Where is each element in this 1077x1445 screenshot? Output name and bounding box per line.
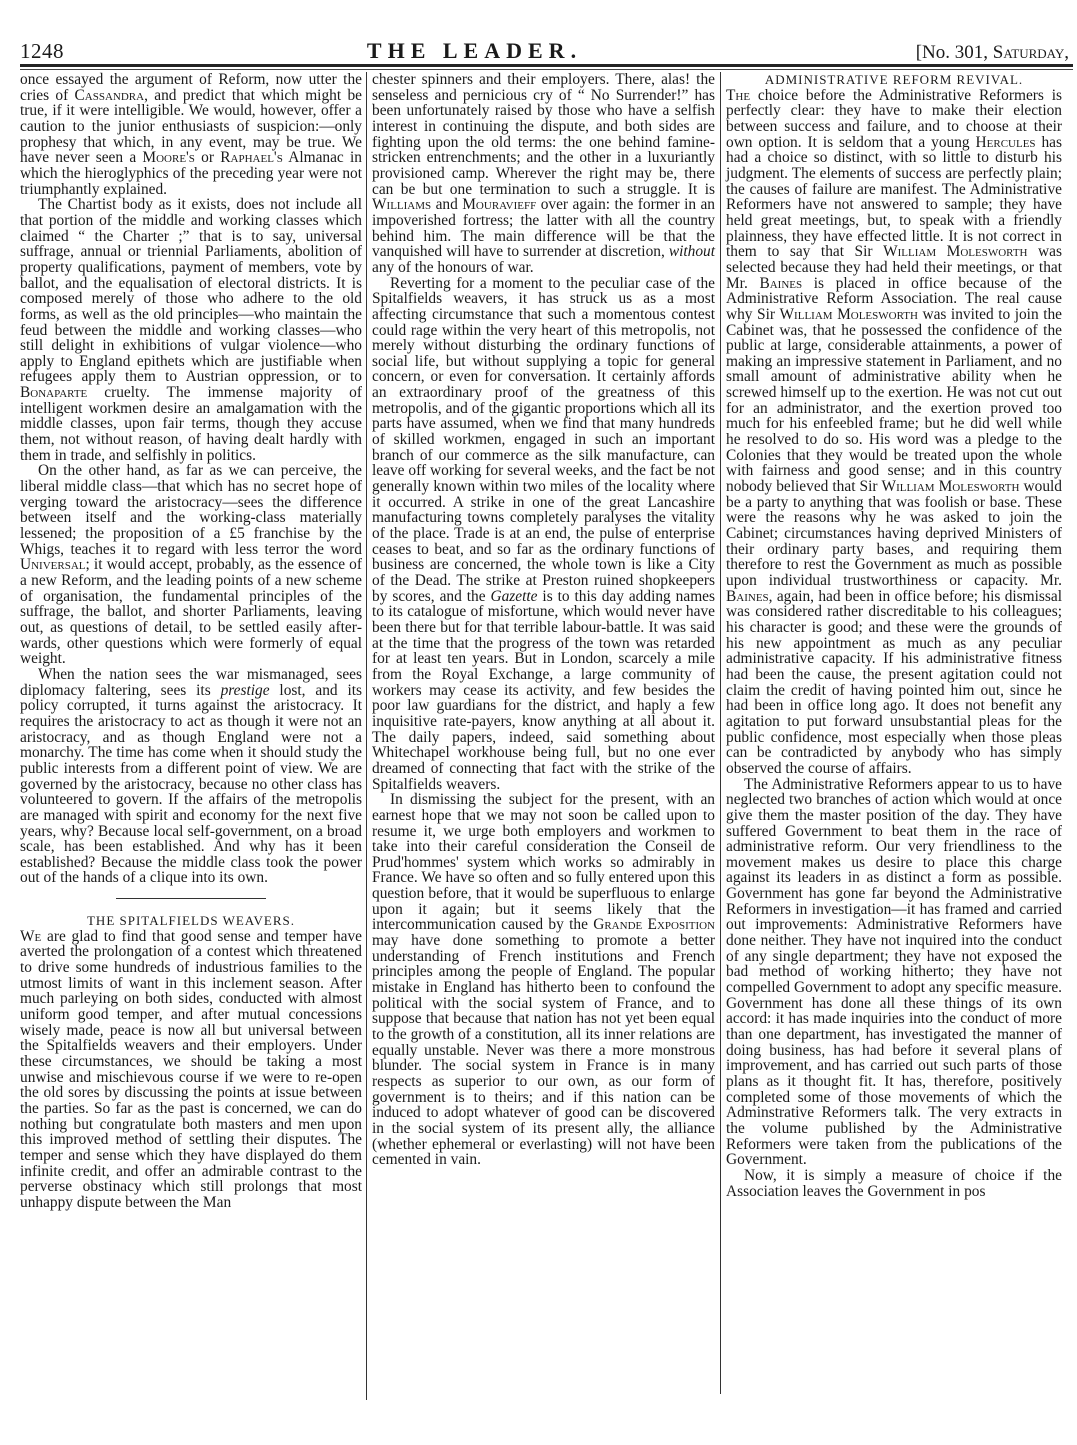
paragraph: The Chartist body as it exists, does not include all that portion of the middle and working classes which claimed “ the Charter ;” that is to say, universal suffrage, annual or triennial Parliaments, abolition of property qualifications, payment of members, vote by ballot, and the equalisation of electoral districts. It is composed merely of those who adhere to the old forms, as well as the old principles—who maintain the feud between the middle and working classes—who still delight in exhibitions of vulgar violence—who apply to England epithets which are justifiable when refugees apply them to Austrian oppression, or to Bonaparte cruelty. The immense majority of intelligent workmen desire an amalgamation with the middle classes, upon fair terms, though they accuse them, not without reason, of having dealt hardly with them in trade, and selfishly in politics. <box>20 196 362 464</box>
masthead-rule-thick <box>20 64 1073 67</box>
word-without: without <box>668 243 715 261</box>
name-williams: Williams <box>372 196 432 214</box>
paragraph: once essayed the argument of Reform, now utter the cries of Cassandra, and predict that which might be true, if it were intelligible. We would, however, offer a caution to the junior enthusiasts of suspicion:—only prophesy that which, in any event, may be true. We have never seen a Moore's or Raphael's Almanac in which the hieroglyphics of the preceding year were not triumphantly explained. <box>20 71 362 198</box>
paragraph: Reverting for a moment to the peculiar case of the Spitalfields weavers, it has struck us as a most affecting circumstance that such a momentous contest could rage within the very heart of this metropolis, not merely without disturbing the ordinary functions of social life, but without supplying a topic for general concern, or even for conversation. It certainly affords an extraordinary proof of the greatness of this metropolis, and of the gigantic proportions which all its parts have assumed, when we find that many hundreds of skilled workmen, engaged in such an important branch of our commerce as the silk manufacture, can leave off working for several weeks, and the fact be not generally known within two miles of the locality where it occurred. A strike in one of the great Lancashire manufacturing towns completely paralyses the vitality of the place. Trade is at an end, the pulse of enterprise ceases to beat, and so far as the ordinary functions of business are concerned, the whole town is like a City of the Dead. The strike at Preston ruined shopkeepers by scores, and the Gazette is to this day adding names to its catalogue of misfortune, which would never have been there but for that terrible labour-battle. It was said at the time that the progress of the town was retarded for at least ten years. But in London, scarcely a mile from the Royal Exchange, a large community of workers may cease its activity, and few besides the poor law guardians for the district, and haply a few inquisitive rate-payers, know anything at all about it. The daily papers, indeed, said something about Whitechapel workhouse being full, but no one ever dreamed of connecting that fact with the strike of the Spitalfields weavers. <box>372 274 715 793</box>
paragraph: We are glad to find that good sense and temper have averted the prolongation of a contest which threatened to drive some hundreds of industrious families to the utmost limits of want in this inclement season. After much parleying on both sides, conducted with almost uniform good temper, and after mutual concessions wisely made, peace is now all but universal between the Spitalfields weavers and their employers. Under these circumstances, we should be taking a most unwise and mischievous course if we were to re-open the old sores by discussing the points at issue between the parties. So far as the past is concerned, we can do nothing but congratulate both masters and men upon this improved method of settling their disputes. The temper and sense which they have displayed do them infinite credit, and offer an admirable contrast to the perverse obstinacy which still prolongs that most unhappy dispute between the Man <box>20 927 362 1211</box>
name-molesworth: William Molesworth <box>883 243 1028 261</box>
paragraph: In dismissing the subject for the present, with an earnest hope that we may not soon be called upon to resume it, we urge both employers and workmen to take into their careful consideration the Conseil de Prud'hommes' system which works so admirably in France. We have so often and so fully entered upon this question before, that it would be superfluous to enlarge upon it again; but it seems likely that the intercommunication caused by the Grande Exposition may have done something to promote a better understanding of French institutions and French principles among the people of England. The popular mistake in England has hitherto been to confound the political with the social system of France, and to suppose that because that nation has not yet been equal to the growth of a constitution, all its inner relations are equally unstable. Never was there a more monstrous blunder. The social system in France is in many respects as superior to our own, as our form of government is to theirs; and if this nation can be induced to adopt whatever of good can be discovered in the social system of its present ally, the alliance (whether ephemeral or everlasting) will not have been cemented in vain. <box>372 791 715 1169</box>
page-number: 1248 <box>20 39 64 63</box>
name-hercules: Hercules <box>975 133 1036 151</box>
newspaper-title: THE LEADER. <box>366 38 583 63</box>
name-moore: Moore's <box>142 149 195 167</box>
article-separator <box>116 898 266 899</box>
paragraph: Now, it is simply a measure of choice if the Association leaves the Government in pos <box>726 1166 1062 1200</box>
paragraph: The Administrative Reformers appear to us to have neglected two branches of action which would at once give them the master position of the day. They have suffered Government to beat them in the race of administrative reform. Our very friendliness to the movement makes us desire to place this charge against its leaders in as distinct a form as possible. Government has gone far beyond the Administrative Reformers in investigation—it has framed and carried out improvements: Administrative Reformers have done neither. They have not inquired into the conduct of any single department; they have not exposed the bad method of working hitherto; they have not compelled Government to adopt any specific measure. Government has done all these things of its own accord: it has made inquiries into the conduct of more than one department, has investigated the manner of doing business, has had before it several plans of improvement, and has carried out such parts of those plans as it thought fit. It has, therefore, positively completed some of those movements of which the Adminstrative Reformers talk. The very extracts in the volume published by the Administrative Reformers were taken from the publications of the Government. <box>726 775 1062 1169</box>
paragraph: chester spinners and their employers. There, alas! the senseless and pernicious cry of “ No Surrender!” has been unfortunately raised by those who have a selfish interest in continuing the dispute, and both sides are fighting upon the old terms: the one behind famine-stricken entrenchments; and the other in a luxuriantly provisioned camp. Wherever the right may be, there can be but one termination to such a struggle. It is Williams and Mouravieff over again: the former in an impoverished fortress; the latter with all the country behind him. The main difference will be that the vanquished will have to surrender at discretion, without any of the honours of war. <box>372 71 716 276</box>
drop-word: We <box>20 927 42 945</box>
name-molesworth: William Molesworth <box>881 478 1020 496</box>
masthead-rule-thin <box>20 69 1073 70</box>
name-mouravieff: Mouravieff <box>462 196 537 214</box>
issue-number: [No. 301, <box>915 42 993 63</box>
paragraph: On the other hand, as far as we can perceive, the liberal middle class—that which has no secret hope of verging toward the aristocracy—sees the difference between itself and the working-class materially lessened; the proposition of a £5 franchise by the Whigs, teaches it to regard with less terror the word Universal; it would accept, probably, as the essence of a new Reform, and the leading points of a new scheme of organisation, the fundamental principles of the suffrage, the ballot, and shorter Parliaments, leaving out, as questions of detail, to be settled easily afterwards, other questions which were formerly of equal weight. <box>20 462 362 668</box>
word-universal: Universal <box>20 556 86 574</box>
name-grande-exposition: Grande Exposition <box>593 916 715 934</box>
name-bonaparte: Bonaparte <box>20 384 88 402</box>
paragraph: When the nation sees the war mismanaged, sees diplomacy faltering, sees its prestige lost, and its policy corrupted, it turns against the aristocracy. It requires the aristocracy to act as though it were not an aristocracy, and as though England were not a monarchy. The time has come when it should study the public interests from a different point of view. We are governed by the aristocracy, because no other class has volunteered to govern. If the affairs of the metropolis are managed with spirit and economy for the next five years, why? Because local self-government, on a broad scale, has been established. And why has it been established? Because the middle class took the power out of the hands of a clique into its own. <box>20 665 362 887</box>
name-molesworth: William Molesworth <box>779 305 918 323</box>
name-cassandra: Cassandra <box>74 86 145 104</box>
column-3 <box>726 72 1062 1199</box>
word-prestige: prestige <box>220 681 270 699</box>
paragraph: The choice before the Administrative Reformers is perfectly clear: they have to make their election between success and failure, and to choose at their own option. It is seldom that a young Hercules has had a choice so distinct, with so little to disturb his judgment. The elements of success are perfectly plain; the causes of failure are manifest. The Administrative Reformers have not answered to sample; they have held great meetings, but, to speak with a friendly plainness, they have effected little. It is not correct in them to say that Sir William Molesworth was selected because they had held their meetings, or that Mr. Baines is placed in office because of the Administrative Reform Association. The real cause why Sir William Molesworth was invited to join the Cabinet was, that he possessed the confidence of the public at large, considerable attainments, a power of making an impressive statement in Parliament, and no small amount of administrative ability when he screwed himself up to the exertion. He was not cut out for an administrator, and the exertion proved too much for his enfeebled frame; but he did well while he resolved to do so. His word was a pledge to the Colonies that they would be treated upon the whole with fairness and good sense; and in this country nobody believed that Sir William Molesworth would be a party to anything that was foolish or base. These were the reasons why he was asked to join the Cabinet; circumstances having deprived Ministers of their ordinary party bases, and requiring them therefore to rest the Government as much as possible upon individual trustworthiness or capacity. Mr. Baines, again, had been in office before; his dismissal was considered rather discreditable to his colleagues; his character is good; and these were the grounds of his new appointment as much as any peculiar administrative capacity. If his administrative fitness had been the cause, the present agitation could not claim the credit of having pointed him out, since he had been in office long ago. It does not benefit any agitation to put forward unsubstantial pleas for the public confidence, most especially when those pleas can be contradicted by anybody who has simply observed the course of affairs. <box>726 86 1063 777</box>
column-divider-2 <box>720 72 721 1394</box>
column-divider-1 <box>366 72 367 1400</box>
article-headline: ADMINISTRATIVE REFORM REVIVAL. <box>764 72 1024 87</box>
issue-day: Saturday, <box>992 42 1069 63</box>
column-1 <box>20 72 362 1211</box>
name-baines: Baines <box>726 587 769 605</box>
drop-word: The <box>726 86 751 104</box>
name-raphael: Raphael's <box>220 149 283 167</box>
column-2 <box>372 72 715 1168</box>
word-gazette: Gazette <box>490 587 538 605</box>
issue-info <box>769 42 1069 64</box>
article-headline: THE SPITALFIELDS WEAVERS. <box>86 913 295 929</box>
name-baines: Baines <box>759 274 803 292</box>
